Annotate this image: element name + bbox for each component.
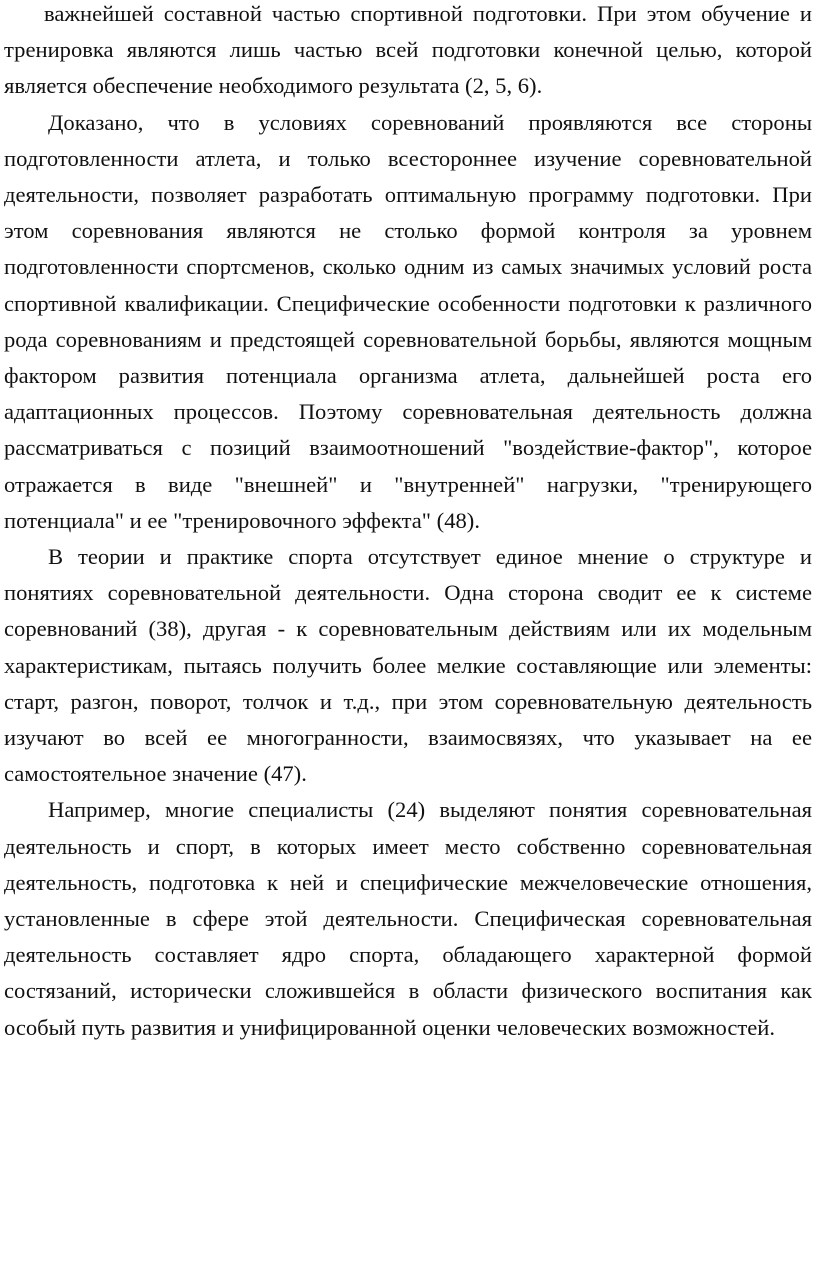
paragraph-2: Доказано, что в условиях соревнований проявляются все стороны подготовленности атлета, и только всестороннее изучение соревновательной деятельности, позволяет разработать оптимальную программу подготовки. При этом соревнования являются не столько формой контроля за уровнем подготовленности спортсменов, сколько одним из самых значимых условий роста спортивной квалификации. Специфические особенности подготовки к различного рода соревнованиям и предстоящей соревновательной борьбы, являются мощным фактором развития потенциала организма атлета, дальнейшей роста его адаптационных процессов. Поэтому соревновательная деятельность должна рассматриваться с позиций взаимоотношений "воздействие-фактор", которое отражается в виде "внешней" и "внутренней" нагрузки, "тренирующего потенциала" и ее "тренировочного эффекта" (48). [4,109,812,533]
paragraph-1: важнейшей составной частью спортивной подготовки. При этом обучение и тренировка являются лишь частью всей подготовки конечной целью, которой является обеспечение необходимого результата (2, 5, 6). [4,1,812,99]
paragraph-3: В теории и практике спорта отсутствует единое мнение о структуре и понятиях соревновательной деятельности. Одна сторона сводит ее к системе соревнований (38), другая - к соревновательным действиям или их модельным характеристикам, пытаясь получить более мелкие составляющие или элементы: старт, разгон, поворот, толчок и т.д., при этом соревновательную деятельность изучают во всей ее многогранности, взаимосвязях, что указывает на ее самостоятельное значение (47). [4,544,812,787]
paragraph-4: Например, многие специалисты (24) выделяют понятия соревновательная деятельность и спорт, в которых имеет место собственно соревновательная деятельность, подготовка к ней и специфические межчеловеческие отношения, установленные в сфере этой деятельности. Специфическая соревновательная деятельность составляет ядро спорта, обладающего характерной формой состязаний, исторически сложившейся в области физического воспитания как особый путь развития и унифицированной оценки человеческих возможностей. [4,797,812,1040]
